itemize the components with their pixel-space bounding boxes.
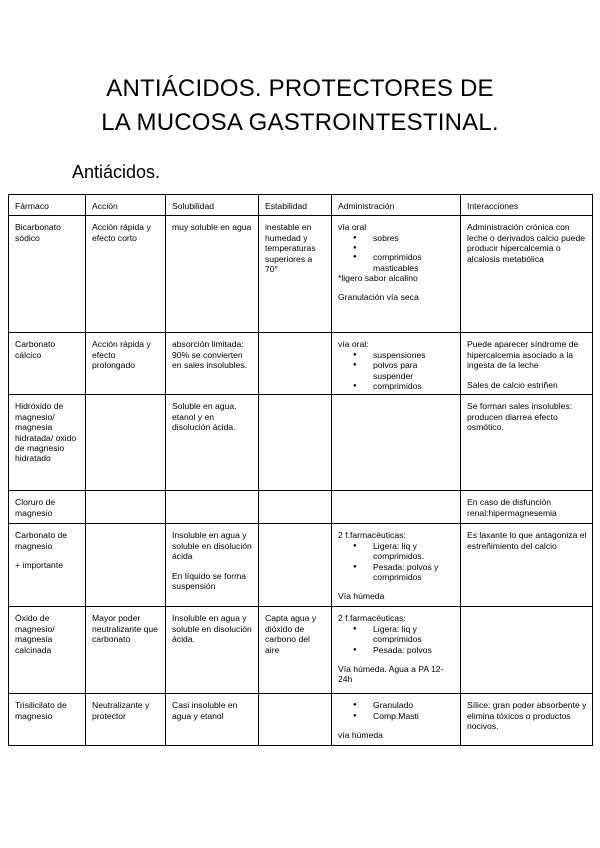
cell-estabilidad xyxy=(259,524,332,607)
column-header: Administración xyxy=(332,195,461,216)
interacciones-extra: Sales de calcio estriñen xyxy=(467,379,558,390)
cell-accion: Acción rápida y efecto corto xyxy=(86,216,166,333)
title-line-1: ANTIÁCIDOS. PROTECTORES DE xyxy=(106,75,494,102)
admin-extra: Vía húmeda. Agua a PA 12-24h xyxy=(338,664,444,685)
cell-interacciones: En caso de disfunción renal:hipermagnesemia xyxy=(461,491,593,524)
cell-administracion xyxy=(332,524,461,607)
cell-farmaco: Bicarbonato sódico xyxy=(9,216,86,333)
cell-solubilidad: Soluble en agua, etanol y en disolución ácida. xyxy=(166,395,259,491)
cell-estabilidad xyxy=(259,694,332,746)
cell-farmaco: Hidróxido de magnesio/ magnesia hidratada/ oxido de magnesio hidratado xyxy=(9,395,86,491)
list-item: ● Granulado xyxy=(338,700,455,710)
admin-intro: 2 f.farmacéuticas: xyxy=(338,613,406,624)
cell-administracion xyxy=(332,694,461,746)
cell-interacciones: Sílice: gran poder absorbente y elimina tóxicos o productos nocivos. xyxy=(461,694,593,746)
cell-solubilidad: Insoluble en agua y soluble en disolución ácida. xyxy=(166,607,259,694)
admin-list xyxy=(338,541,455,583)
table-row xyxy=(9,607,593,694)
admin-extra: Granulación vía seca xyxy=(338,292,419,303)
column-header: Interacciones xyxy=(461,195,593,216)
cell-administracion xyxy=(332,491,461,524)
document-title xyxy=(0,72,600,140)
cell-administracion xyxy=(332,395,461,491)
admin-list xyxy=(338,700,455,721)
cell-accion xyxy=(86,395,166,491)
table-row xyxy=(9,694,593,746)
admin-intro: 2 f.farmacéuticas: xyxy=(338,530,406,541)
list-item: ● comprimidos xyxy=(338,381,455,391)
cell-interacciones: Es laxante lo que antagoniza el estreñimiento del calcio xyxy=(461,524,593,607)
cell-solubilidad: muy soluble en agua xyxy=(166,216,259,333)
cell-estabilidad xyxy=(259,333,332,395)
list-item: ● Comp.Masti xyxy=(338,711,455,721)
cell-interacciones: Se forman sales insolubles: producen diarrea efecto osmótico. xyxy=(461,395,593,491)
table-row xyxy=(9,216,593,333)
cell-estabilidad: Capta agua y dióxido de carbono del aire xyxy=(259,607,332,694)
cell-accion xyxy=(86,524,166,607)
table-row xyxy=(9,333,593,395)
title-line-2: LA MUCOSA GASTROINTESTINAL. xyxy=(101,109,499,136)
cell-farmaco: Óxido de magnesio/ magnesia calcinada xyxy=(9,607,86,694)
solubilidad-text: Insoluble en agua y soluble en disolución ácida xyxy=(172,530,252,562)
cell-solubilidad: Casi insoluble en agua y etanol xyxy=(166,694,259,746)
list-item: ● comprimidos masticables xyxy=(338,252,455,273)
cell-interacciones xyxy=(461,333,593,395)
farmaco-note: + importante xyxy=(15,560,64,571)
section-heading: Antiácidos. xyxy=(72,162,161,182)
admin-extra: Vía húmeda xyxy=(338,591,385,602)
antacids-table xyxy=(8,194,593,746)
cell-farmaco: Cloruro de magnesio xyxy=(9,491,86,524)
cell-accion: Neutralizante y protector xyxy=(86,694,166,746)
farmaco-name: Carbonato de magnesio xyxy=(15,530,68,551)
cell-estabilidad xyxy=(259,491,332,524)
solubilidad-extra: En líquido se forma suspensión xyxy=(172,570,247,592)
cell-farmaco xyxy=(9,524,86,607)
column-header: Solubilidad xyxy=(166,195,259,216)
cell-administracion xyxy=(332,607,461,694)
table-row xyxy=(9,491,593,524)
column-header: Estabilidad xyxy=(259,195,332,216)
interacciones-text: Puede aparecer síndrome de hipercalcemia asociado a la ingesta de la leche xyxy=(467,339,579,371)
admin-intro: vía oral xyxy=(338,222,367,233)
cell-interacciones xyxy=(461,607,593,694)
column-header: Acción xyxy=(86,195,166,216)
admin-extra: vía húmeda xyxy=(338,730,383,741)
cell-accion: Mayor poder neutralizante que carbonato xyxy=(86,607,166,694)
table-row xyxy=(9,524,593,607)
admin-list xyxy=(338,233,455,273)
cell-estabilidad: inestable en humedad y temperaturas superiores a 70° xyxy=(259,216,332,333)
cell-solubilidad: absorción limitada: 90% se convierten en sales insolubles. xyxy=(166,333,259,395)
admin-intro: vía oral: xyxy=(338,339,369,350)
cell-administracion xyxy=(332,333,461,395)
cell-solubilidad xyxy=(166,524,259,607)
list-item: ● polvos para suspender xyxy=(338,360,455,381)
list-item: ● Ligera: liq y comprimidos. xyxy=(338,541,455,562)
cell-accion: Acción rápida y efecto prolongado xyxy=(86,333,166,395)
list-item: ● Pesada: polvos xyxy=(338,645,455,655)
cell-farmaco: Carbonato cálcico xyxy=(9,333,86,395)
cell-administracion xyxy=(332,216,461,333)
admin-list xyxy=(338,350,455,392)
list-item: ● Ligera: liq y comprimidos xyxy=(338,624,455,645)
table-header-row xyxy=(9,195,593,216)
list-item: ● Pesada: polvos y comprimidos xyxy=(338,562,455,583)
cell-interacciones: Administración crónica con leche o derivados calcio puede producir hipercalcemia o alcalosis metabólica xyxy=(461,216,593,333)
cell-accion xyxy=(86,491,166,524)
cell-solubilidad xyxy=(166,491,259,524)
column-header: Fármaco xyxy=(9,195,86,216)
admin-list xyxy=(338,624,455,655)
list-item: ● sobres xyxy=(338,233,455,243)
list-item: ● suspensiones xyxy=(338,350,455,360)
admin-note: *ligero sabor alcalino xyxy=(338,273,418,284)
cell-farmaco: Trisilicilato de magnesio xyxy=(9,694,86,746)
table-row xyxy=(9,395,593,491)
cell-estabilidad xyxy=(259,395,332,491)
